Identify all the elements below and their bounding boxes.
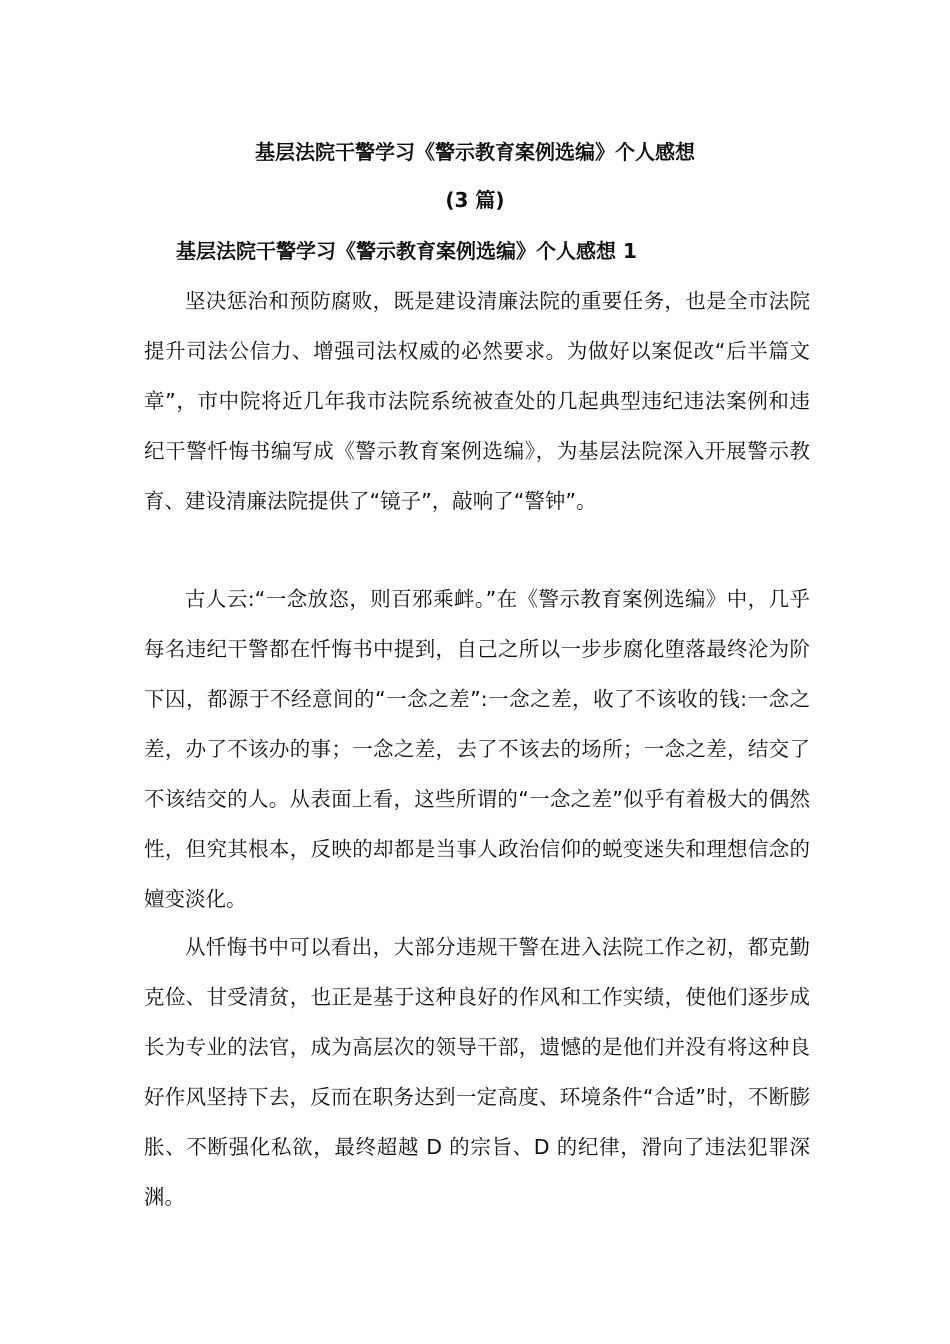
document-title: 基层法院干警学习《警示教育案例选编》个人感想 [255,140,695,164]
paragraph-3: 从忏悔书中可以看出，大部分违规干警在进入法院工作之初，都克勤克俭、甘受清贫，也正是基于这种良好的作风和工作实绩，使他们逐步成长为专业的法官，成为高层次的领导干部，遗憾的是他们并没有将这种良好作风坚持下去，反而在职务达到一定高度、环境条件“合适”时，不断膨胀、不断强化私欲，最终超越 D 的宗旨、D 的纪律，滑向了违法犯罪深渊。 [144,935,810,1209]
paragraph-1: 坚决惩治和预防腐败，既是建设清廉法院的重要任务，也是全市法院提升司法公信力、增强司法权威的必然要求。为做好以案促改“后半篇文章”，市中院将近几年我市法院系统被查处的几起典型违纪违法案例和违纪干警忏悔书编写成《警示教育案例选编》，为基层法院深入开展警示教育、建设清廉法院提供了“镜子”，敲响了“警钟”。 [144,289,810,513]
document-subtitle: (3 篇) [445,188,505,212]
paragraph-2: 古人云:“一念放恣，则百邪乘衅。”在《警示教育案例选编》中，几乎每名违纪干警都在忏悔书中提到，自己之所以一步步腐化堕落最终沦为阶下囚，都源于不经意间的“一念之差”:一念之差，收了不该收的钱:一念之差，办了不该办的事；一念之差，去了不该去的场所；一念之差，结交了不该结交的人。从表面上看，这些所谓的“一念之差”似乎有着极大的偶然性，但究其根本，反映的却都是当事人政治信仰的蜕变迷失和理想信念的嬗变淡化。 [144,587,810,911]
section-heading: 基层法院干警学习《警示教育案例选编》个人感想 1 [176,239,637,263]
